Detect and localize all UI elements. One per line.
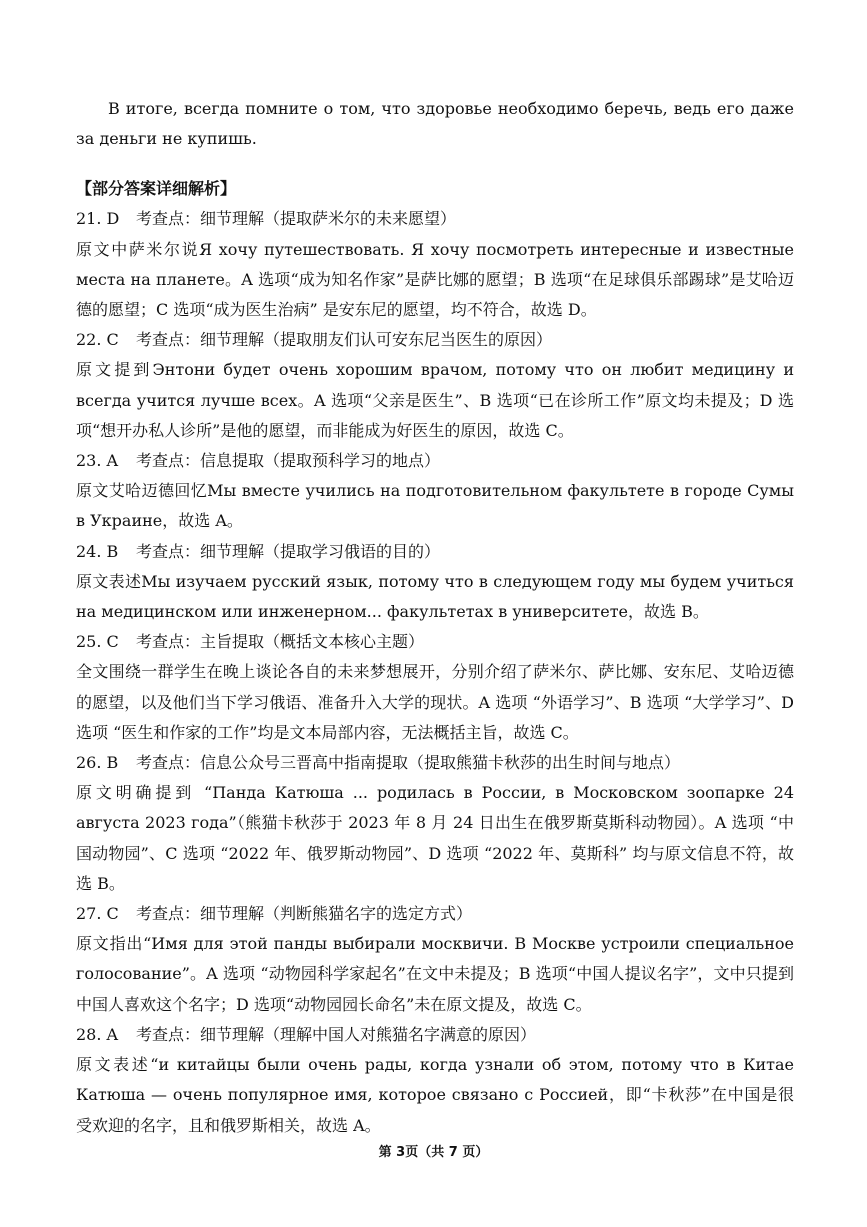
- answer-item-21: [76, 204, 794, 325]
- answer-number: 21. D: [76, 209, 120, 229]
- answer-number: 24. B: [76, 541, 119, 561]
- page-footer: 第 3页（共 7 页）: [378, 1145, 489, 1160]
- answer-number: 23. A: [76, 451, 119, 471]
- answer-number: 28. A: [76, 1024, 119, 1044]
- answer-test-point: 考查点：细节理解（提取学习俄语的目的）: [136, 541, 441, 561]
- answer-test-point: 考查点：细节理解（提取萨米尔的未来愿望）: [136, 209, 457, 229]
- answer-item-25: [76, 627, 794, 748]
- answer-explanation: 原文明确提到 “Панда Катюша ... родилась в России, в Московском зоопарке 24 августа 2023 года”（熊猫卡秋莎于 2023 年 8 月 24 日出生在俄罗斯莫斯科动物园）。A 选项 “中国动物园”、C 选项 “2022 年、俄罗斯动物园”、D 选项 “2022 年、莫斯科” 均与原文信息不符，故选 B。: [76, 783, 794, 893]
- answer-number: 25. C: [76, 632, 119, 652]
- answer-number: 27. C: [76, 904, 119, 924]
- answer-test-point: 考查点：细节理解（理解中国人对熊猫名字满意的原因）: [136, 1024, 537, 1044]
- answer-explanation: 原文提到Энтони будет очень хорошим врачом, потому что он любит медицину и всегда учится лучше всех。A 选项“父亲是医生”、B 选项“已在诊所工作”原文均未提及；D 选项“想开办私人诊所”是他的愿望，而非能成为好医生的原因，故选 C。: [76, 360, 794, 440]
- answer-number: 26. B: [76, 753, 119, 773]
- section-title: 【部分答案详细解析】: [76, 179, 237, 199]
- answer-number: 22. C: [76, 330, 119, 350]
- answer-test-point: 考查点：细节理解（提取朋友们认可安东尼当医生的原因）: [136, 330, 553, 350]
- answer-item-26: [76, 748, 794, 899]
- answer-item-24: [76, 537, 794, 628]
- answer-explanation: 全文围绕一群学生在晚上谈论各自的未来梦想展开，分别介绍了萨米尔、萨比娜、安东尼、艾哈迈德的愿望，以及他们当下学习俄语、准备升入大学的现状。A 选项 “外语学习”、B 选项 “大学学习”、D 选项 “医生和作家的工作”均是文本局部内容，无法概括主旨，故选 C。: [76, 662, 794, 742]
- answer-item-28: [76, 1020, 794, 1141]
- answer-explanation: 原文指出“Имя для этой панды выбирали москвичи. В Москве устроили специальное голосование”。A 选项 “动物园科学家起名”在文中未提及；B 选项“中国人提议名字”，文中只提到中国人喜欢这个名字；D 选项“动物园园长命名”未在原文提及，故选 C。: [76, 934, 794, 1014]
- answer-explanation: 原文表述“и китайцы были очень рады, когда узнали об этом, потому что в Китае Катюша — очень популярное имя, которое связано с Россией，即“卡秋莎”在中国是很受欢迎的名字，且和俄罗斯相关，故选 A。: [76, 1055, 794, 1135]
- answer-test-point: 考查点：信息公众号三晋高中指南提取（提取熊猫卡秋莎的出生时间与地点）: [136, 753, 681, 773]
- answer-test-point: 考查点：细节理解（判断熊猫名字的选定方式）: [136, 904, 473, 924]
- answer-list: [76, 204, 794, 1140]
- answer-explanation: 原文表述Мы изучаем русский язык, потому что в следующем году мы будем учиться на медицинском или инженерном... факультетах в университете，故选 B。: [76, 571, 794, 622]
- intro-paragraph: В итоге, всегда помните о том, что здоровье необходимо беречь, ведь его даже за деньги не купишь.: [76, 99, 794, 149]
- answer-explanation: 原文中萨米尔说Я хочу путешествовать. Я хочу посмотреть интересные и известные места на планете。A 选项“成为知名作家”是萨比娜的愿望；B 选项“在足球俱乐部踢球”是艾哈迈德的愿望；C 选项“成为医生治病” 是安东尼的愿望，均不符合，故选 D。: [76, 239, 794, 320]
- answer-item-22: [76, 325, 794, 446]
- answer-item-23: [76, 446, 794, 537]
- answer-test-point: 考查点：信息提取（提取预科学习的地点）: [136, 451, 441, 471]
- answer-item-27: [76, 899, 794, 1020]
- answer-test-point: 考查点：主旨提取（概括文本核心主题）: [136, 632, 425, 652]
- answer-explanation: 原文艾哈迈德回忆Мы вместе учились на подготовительном факультете в городе Сумы в Украине，故选 A。: [76, 481, 794, 531]
